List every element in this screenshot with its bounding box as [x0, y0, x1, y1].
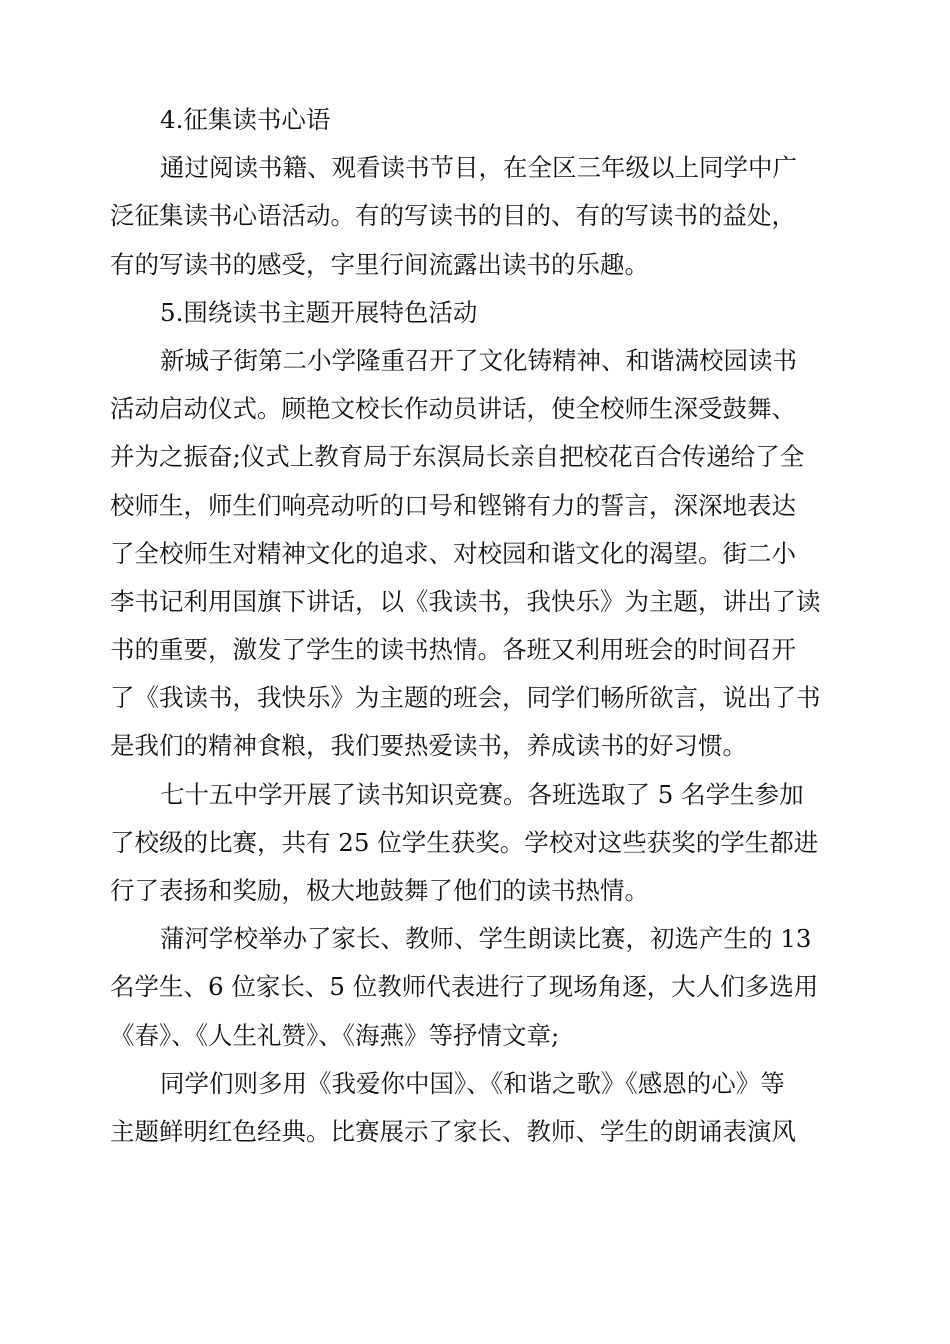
paragraph-line: 行了表扬和奖励，极大地鼓舞了他们的读书热情。 [110, 876, 649, 905]
section-heading-4: 4.征集读书心语 [160, 105, 331, 134]
paragraph-line: 七十五中学开展了读书知识竞赛。各班选取了 5 名学生参加 [160, 779, 804, 809]
paragraph-line: 是我们的精神食粮，我们要热爱读书，养成读书的好习惯。 [110, 731, 747, 761]
paragraph-line: 名学生、6 位家长、5 位教师代表进行了现场角逐，大人们多选用 [110, 972, 819, 1002]
paragraph-line: 校师生，师生们响亮动听的口号和铿锵有力的誓言，深深地表达 [110, 490, 796, 520]
paragraph-line: 李书记利用国旗下讲话，以《我读书，我快乐》为主题，讲出了读 [110, 586, 821, 616]
paragraph-line: 了《我读书，我快乐》为主题的班会，同学们畅所欲言，说出了书 [110, 683, 821, 713]
paragraph-line: 通过阅读书籍、观看读书节目，在全区三年级以上同学中广 [160, 153, 797, 183]
paragraph-line: 《春》、《人生礼赞》、《海燕》等抒情文章; [110, 1020, 560, 1050]
paragraph-line: 书的重要，激发了学生的读书热情。各班又利用班会的时间召开 [110, 635, 796, 665]
paragraph-line: 主题鲜明红色经典。比赛展示了家长、教师、学生的朗诵表演风 [110, 1116, 796, 1146]
document-body [110, 96, 850, 1156]
paragraph-line: 并为之振奋;仪式上教育局于东溟局长亲自把校花百合传递给了全 [110, 442, 805, 472]
paragraph-line: 了校级的比赛，共有 25 位学生获奖。学校对这些获奖的学生都进 [110, 827, 819, 857]
paragraph-line: 有的写读书的感受，字里行间流露出读书的乐趣。 [110, 249, 649, 279]
paragraph-line: 泛征集读书心语活动。有的写读书的目的、有的写读书的益处， [110, 201, 796, 231]
paragraph-line: 新城子街第二小学隆重召开了文化铸精神、和谐满校园读书 [160, 345, 797, 375]
paragraph-line: 同学们则多用《我爱你中国》、《和谐之歌》《感恩的心》等 [160, 1068, 785, 1098]
paragraph-line: 了全校师生对精神文化的追求、对校园和谐文化的渴望。街二小 [110, 538, 796, 568]
paragraph-line: 活动启动仪式。顾艳文校长作动员讲话，使全校师生深受鼓舞、 [110, 394, 796, 424]
paragraph-line: 蒲河学校举办了家长、教师、学生朗读比赛，初选产生的 13 [160, 924, 812, 954]
section-heading-5: 5.围绕读书主题开展特色活动 [160, 297, 478, 327]
